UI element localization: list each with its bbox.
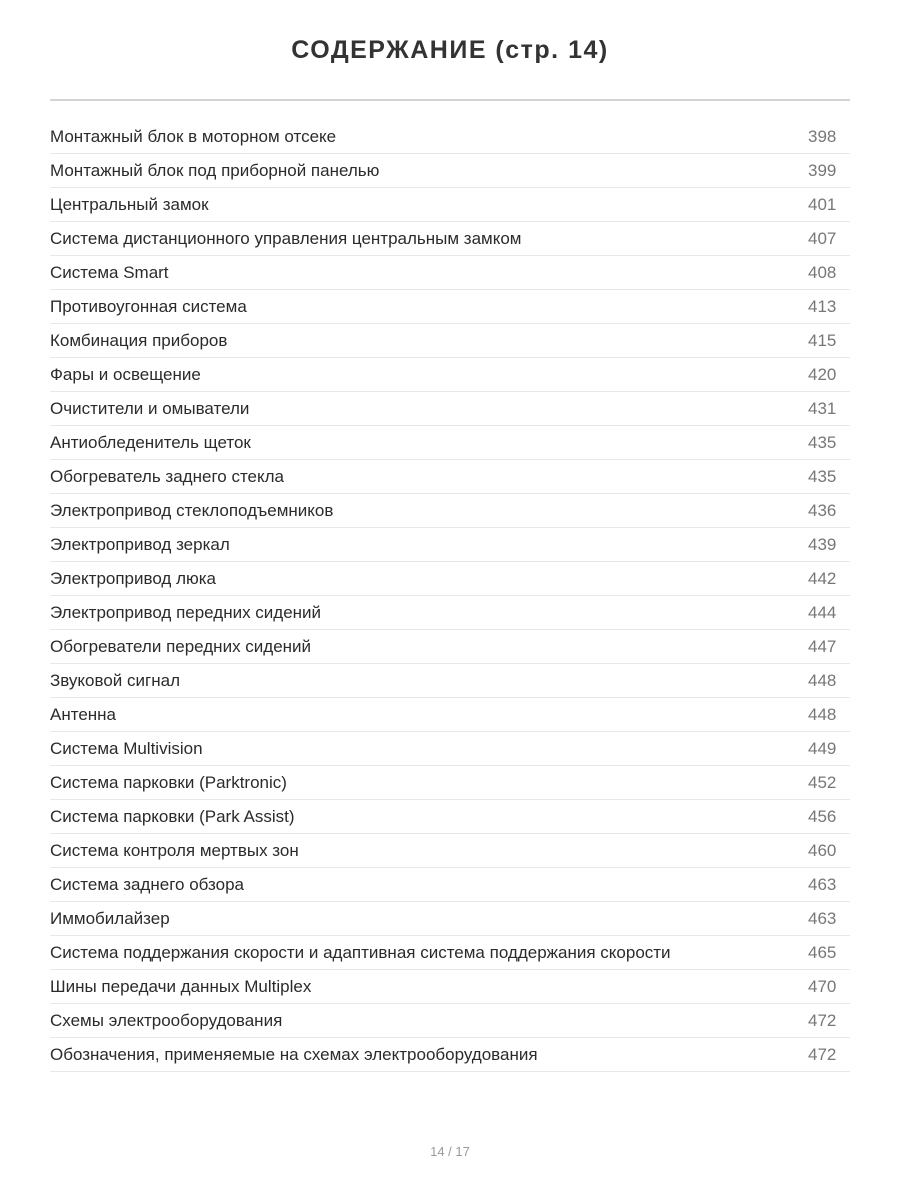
toc-entry-page: 463 — [808, 874, 837, 894]
toc-entry-title: Система поддержания скорости и адаптивная система поддержания скорости — [50, 942, 671, 962]
toc-entry — [50, 528, 850, 562]
toc-entry — [50, 324, 850, 358]
toc-entry — [50, 222, 850, 256]
toc-entry-title: Очистители и омыватели — [50, 398, 250, 418]
toc-entry — [50, 766, 850, 800]
toc-entry — [50, 460, 850, 494]
toc-entry — [50, 800, 850, 834]
toc-entry — [50, 698, 850, 732]
toc-entry-title: Антиобледенитель щеток — [50, 432, 251, 452]
toc-entry-title: Электропривод люка — [50, 568, 217, 588]
toc-list — [50, 120, 850, 1072]
toc-entry — [50, 902, 850, 936]
toc-entry-page: 460 — [808, 840, 837, 860]
toc-entry-title: Схемы электрооборудования — [50, 1010, 283, 1030]
toc-entry — [50, 494, 850, 528]
toc-entry-title: Система парковки (Park Assist) — [50, 806, 295, 826]
toc-entry-title: Электропривод передних сидений — [50, 602, 322, 622]
toc-entry-page: 407 — [808, 228, 837, 248]
toc-entry — [50, 868, 850, 902]
toc-entry-page: 398 — [808, 126, 837, 146]
title-divider — [50, 99, 850, 101]
toc-entry-title: Фары и освещение — [50, 364, 201, 384]
toc-entry-title: Противоугонная система — [50, 296, 247, 316]
toc-entry-title: Обогреватели передних сидений — [50, 636, 312, 656]
toc-entry — [50, 1038, 850, 1072]
toc-entry — [50, 154, 850, 188]
toc-entry-page: 470 — [808, 976, 837, 996]
toc-entry — [50, 1004, 850, 1038]
toc-entry-page: 456 — [808, 806, 837, 826]
toc-entry-title: Монтажный блок в моторном отсеке — [50, 126, 337, 146]
toc-entry-title: Обозначения, применяемые на схемах электрооборудования — [50, 1044, 538, 1064]
toc-entry-page: 447 — [808, 636, 837, 656]
toc-entry-title: Обогреватель заднего стекла — [50, 466, 284, 486]
toc-entry — [50, 358, 850, 392]
toc-entry — [50, 834, 850, 868]
toc-entry-title: Звуковой сигнал — [50, 670, 180, 690]
toc-entry-page: 399 — [808, 160, 837, 180]
toc-entry-page: 448 — [808, 704, 837, 724]
toc-entry — [50, 290, 850, 324]
toc-entry-page: 431 — [808, 398, 837, 418]
toc-entry — [50, 426, 850, 460]
toc-entry-page: 408 — [808, 262, 837, 282]
toc-entry-page: 463 — [808, 908, 837, 928]
toc-entry — [50, 188, 850, 222]
toc-entry-page: 449 — [808, 738, 837, 758]
toc-entry-page: 472 — [808, 1044, 837, 1064]
toc-entry-title: Антенна — [50, 704, 117, 724]
toc-entry-title: Иммобилайзер — [50, 908, 170, 928]
toc-entry-title: Система Smart — [50, 262, 169, 282]
toc-entry — [50, 596, 850, 630]
page-title: СОДЕРЖАНИЕ (стр. 14) — [291, 36, 609, 64]
toc-entry — [50, 732, 850, 766]
toc-entry-page: 452 — [808, 772, 837, 792]
toc-entry-title: Электропривод стеклоподъемников — [50, 500, 334, 520]
toc-entry-page: 472 — [808, 1010, 837, 1030]
toc-entry-title: Система парковки (Parktronic) — [50, 772, 287, 792]
toc-entry-page: 442 — [808, 568, 837, 588]
toc-entry-page: 436 — [808, 500, 837, 520]
toc-entry-title: Комбинация приборов — [50, 330, 228, 350]
page-indicator: 14 / 17 — [430, 1144, 470, 1159]
toc-entry — [50, 120, 850, 154]
toc-entry-page: 401 — [808, 194, 837, 214]
toc-entry-title: Система заднего обзора — [50, 874, 244, 894]
toc-entry-title: Монтажный блок под приборной панелью — [50, 160, 380, 180]
toc-entry-page: 435 — [808, 432, 837, 452]
toc-entry — [50, 392, 850, 426]
toc-entry-page: 415 — [808, 330, 837, 350]
toc-entry — [50, 256, 850, 290]
toc-entry — [50, 970, 850, 1004]
toc-entry-title: Электропривод зеркал — [50, 534, 230, 554]
toc-entry-title: Система контроля мертвых зон — [50, 840, 299, 860]
toc-entry-page: 439 — [808, 534, 837, 554]
toc-entry — [50, 936, 850, 970]
toc-entry-page: 465 — [808, 942, 837, 962]
toc-entry-page: 413 — [808, 296, 837, 316]
toc-entry-title: Шины передачи данных Multiplex — [50, 976, 312, 996]
toc-entry-page: 435 — [808, 466, 837, 486]
toc-entry — [50, 664, 850, 698]
toc-entry-title: Центральный замок — [50, 194, 209, 214]
toc-entry — [50, 562, 850, 596]
toc-entry-page: 420 — [808, 364, 837, 384]
toc-entry-title: Система дистанционного управления центральным замком — [50, 228, 522, 248]
toc-entry-page: 448 — [808, 670, 837, 690]
toc-entry-title: Система Multivision — [50, 738, 203, 758]
toc-entry-page: 444 — [808, 602, 837, 622]
toc-entry — [50, 630, 850, 664]
